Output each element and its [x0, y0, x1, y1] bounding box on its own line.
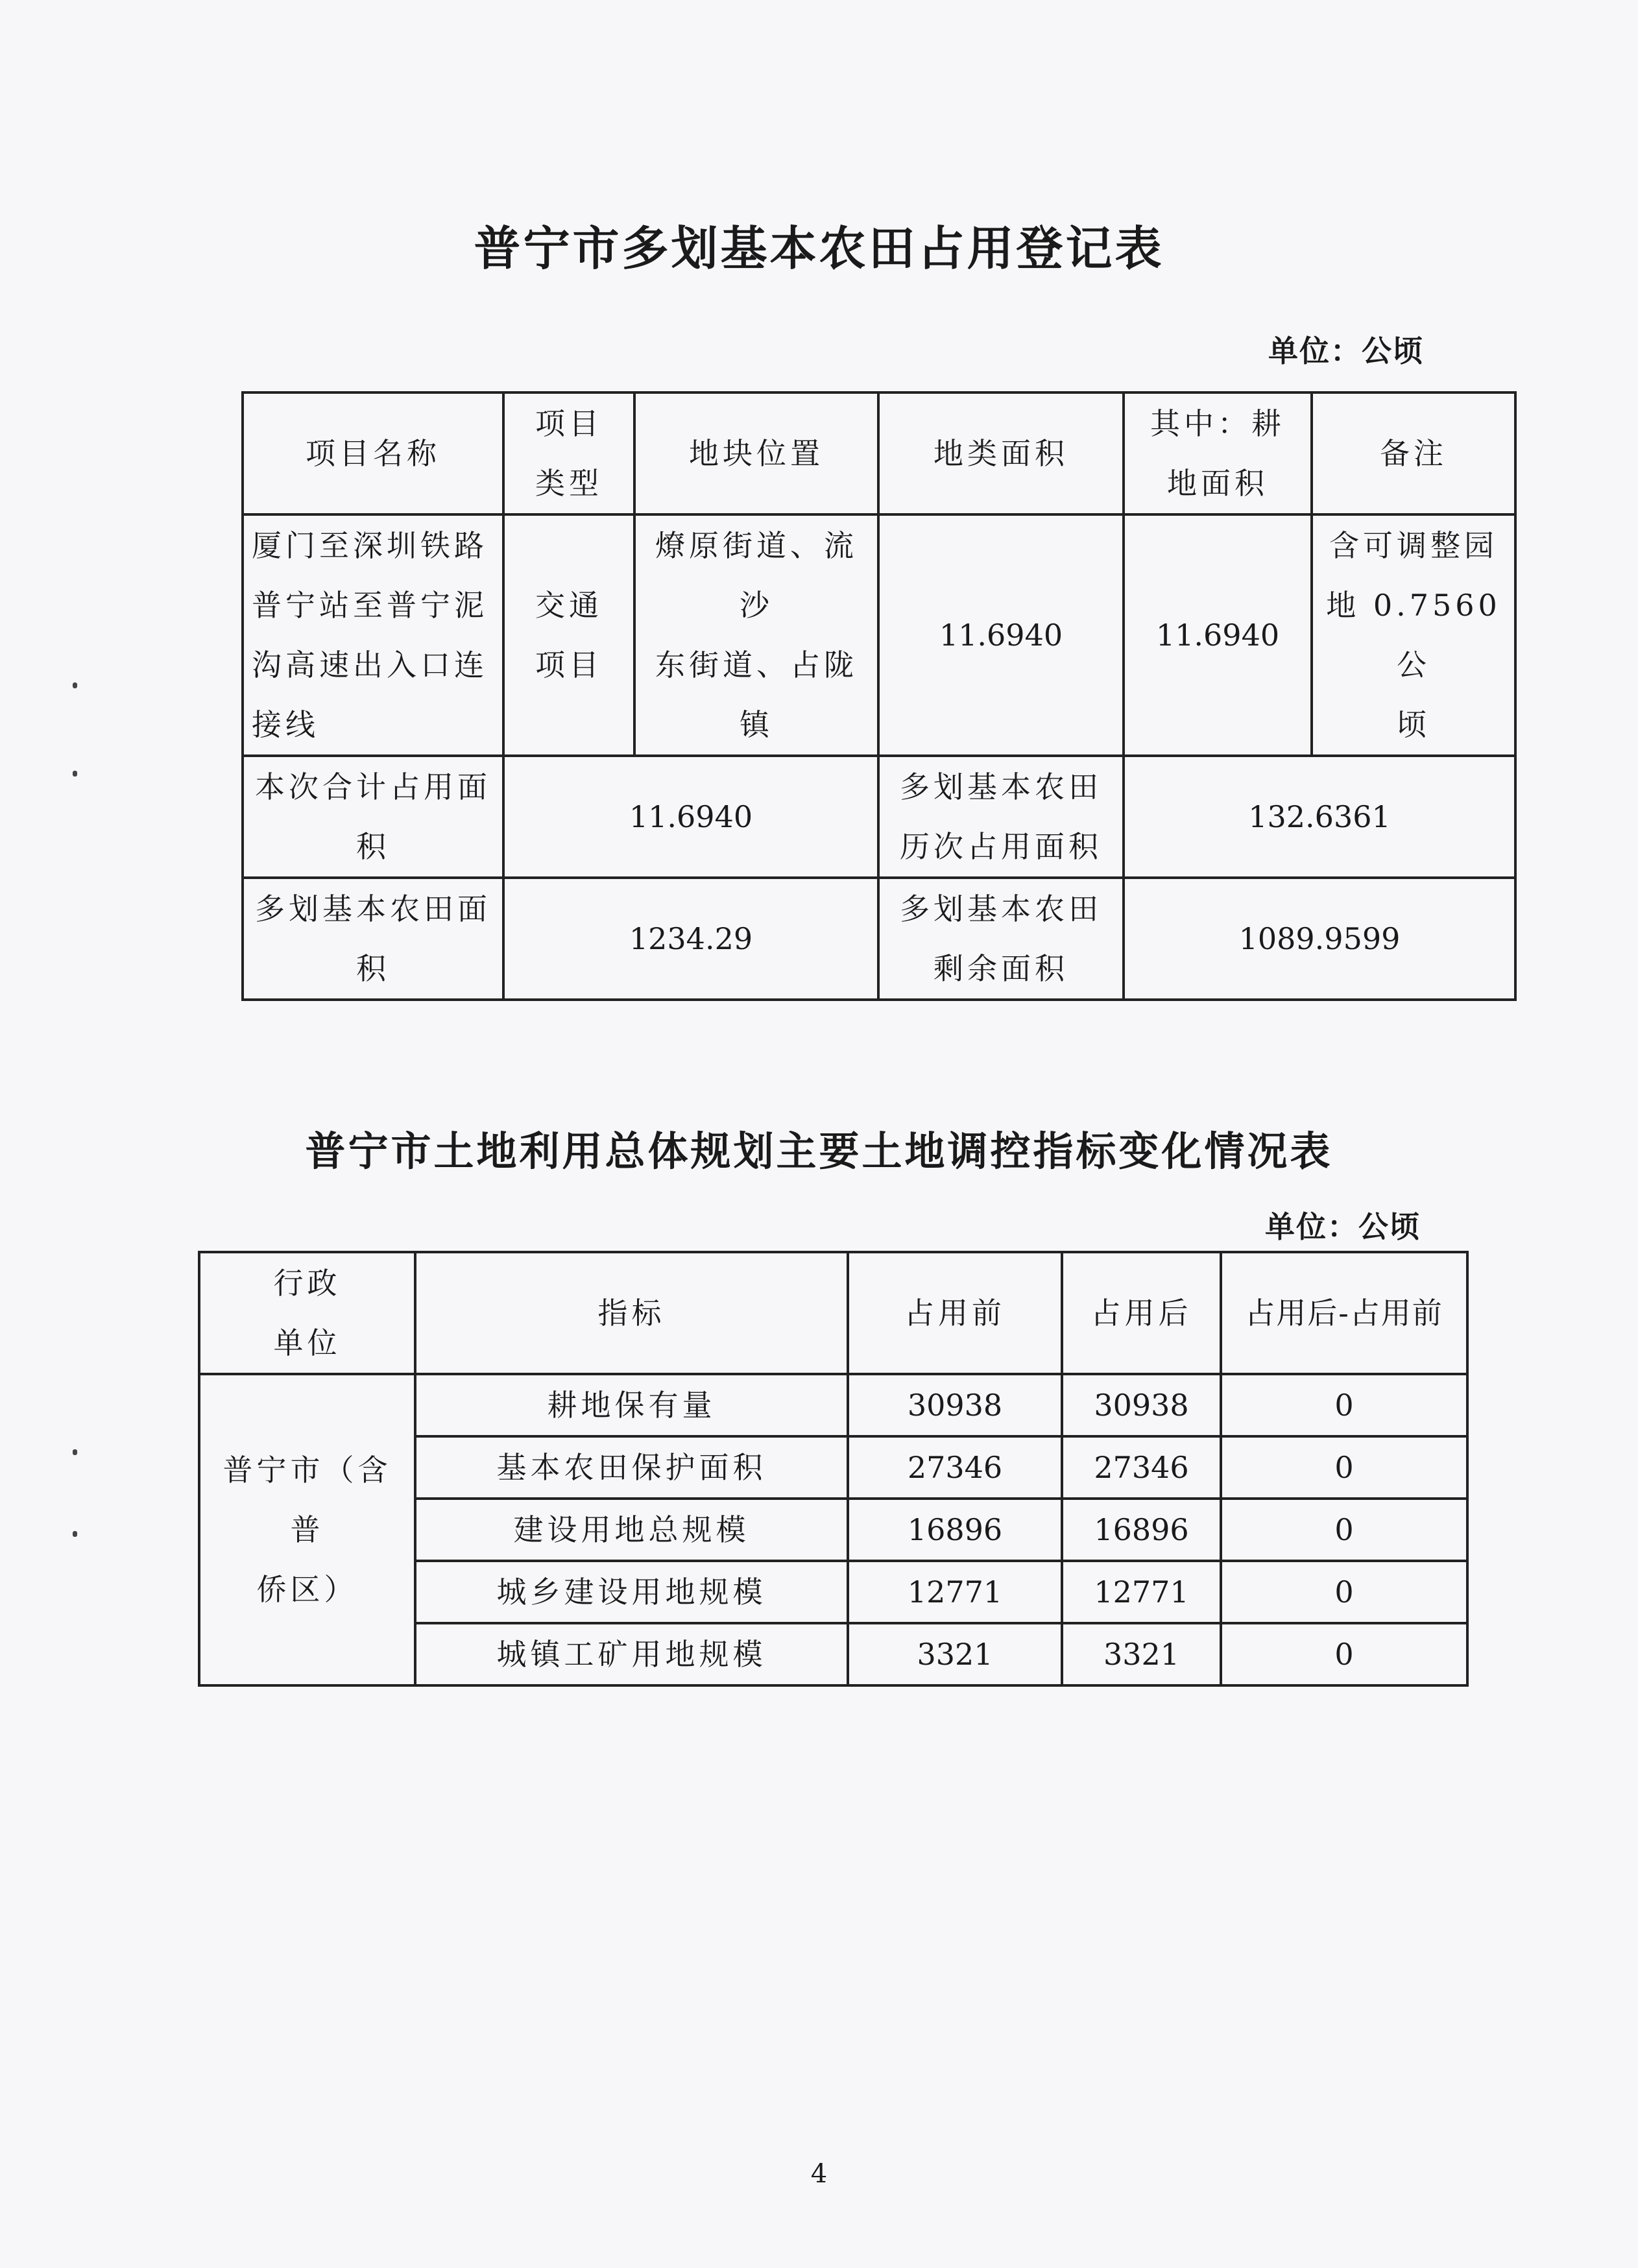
indicator-cell: 耕地保有量 [415, 1374, 848, 1436]
indicator-cell: 城乡建设用地规模 [415, 1561, 848, 1623]
land-indicator-table [198, 1251, 1469, 1687]
history-label-line: 历次占用面积 [900, 829, 1102, 864]
header-farmland-line: 地面积 [1167, 466, 1268, 501]
history-label-line: 多划基本农田 [900, 769, 1102, 804]
diff-cell: 0 [1221, 1374, 1467, 1436]
admin-unit-cell [199, 1374, 415, 1685]
before-cell: 27346 [848, 1436, 1062, 1499]
after-cell: 27346 [1062, 1436, 1221, 1499]
admin-unit-line: 普宁市（含普 [223, 1453, 392, 1547]
diff-cell: 0 [1221, 1623, 1467, 1685]
before-cell: 30938 [848, 1374, 1062, 1436]
scan-speck [73, 1449, 77, 1455]
indicator-cell: 建设用地总规模 [415, 1499, 848, 1561]
table1-total-row [243, 756, 1515, 878]
page-number: 4 [810, 2159, 828, 2189]
this-total-label-line: 积 [356, 829, 390, 864]
table2-header-row [199, 1252, 1467, 1374]
project-type-line: 交通 [535, 588, 603, 623]
indicator-cell: 基本农田保护面积 [415, 1436, 848, 1499]
after-cell: 12771 [1062, 1561, 1221, 1623]
header-project-type-line: 类型 [535, 466, 603, 501]
diff-cell: 0 [1221, 1499, 1467, 1561]
after-cell: 30938 [1062, 1374, 1221, 1436]
location-line: 燎原街道、流沙 [655, 528, 858, 623]
before-cell: 3321 [848, 1623, 1062, 1685]
table1-header-row [243, 392, 1515, 514]
basic-area-label [243, 878, 503, 1000]
header-project-type [503, 392, 634, 514]
header-project-name: 项目名称 [243, 392, 503, 514]
after-cell: 3321 [1062, 1623, 1221, 1685]
remaining-label [878, 878, 1124, 1000]
header-admin-line: 行政 [273, 1266, 341, 1301]
indicator-cell: 城镇工矿用地规模 [415, 1623, 848, 1685]
diff-cell: 0 [1221, 1436, 1467, 1499]
table2-title: 普宁市土地利用总体规划主要土地调控指标变化情况表 [305, 1128, 1333, 1175]
table1-title: 普宁市多划基本农田占用登记表 [474, 221, 1164, 276]
remaining-value: 1089.9599 [1124, 878, 1515, 1000]
admin-unit-line: 侨区） [256, 1572, 358, 1607]
header-after: 占用后 [1062, 1252, 1221, 1374]
project-type-cell [503, 514, 634, 756]
table1-data-row [243, 514, 1515, 756]
this-total-label [243, 756, 503, 878]
header-diff: 占用后-占用前 [1221, 1252, 1467, 1374]
area-cell: 11.6940 [878, 514, 1124, 756]
header-farmland-line: 其中：耕 [1150, 406, 1285, 441]
project-name-cell [243, 514, 503, 756]
project-type-line: 项目 [535, 647, 603, 682]
table1-area-row [243, 878, 1515, 1000]
farmland-area-cell: 11.6940 [1124, 514, 1312, 756]
header-remark: 备注 [1312, 392, 1515, 514]
header-location: 地块位置 [634, 392, 878, 514]
farmland-occupation-table [241, 391, 1517, 1001]
history-label [878, 756, 1124, 878]
remark-line: 地 0.7560 公 [1326, 588, 1501, 682]
remaining-label-line: 剩余面积 [933, 951, 1068, 986]
table-row [199, 1374, 1467, 1436]
remark-cell [1312, 514, 1515, 756]
header-area: 地类面积 [878, 392, 1124, 514]
scan-speck [73, 682, 77, 688]
project-name-line: 普宁站至普宁泥 [252, 588, 488, 623]
header-farmland-area [1124, 392, 1312, 514]
remark-line: 含可调整园 [1329, 528, 1498, 563]
scan-speck [73, 1531, 77, 1537]
this-total-value: 11.6940 [503, 756, 878, 878]
before-cell: 16896 [848, 1499, 1062, 1561]
scan-speck [73, 771, 77, 777]
header-admin-unit [199, 1252, 415, 1374]
diff-cell: 0 [1221, 1561, 1467, 1623]
this-total-label-line: 本次合计占用面 [255, 769, 491, 804]
header-admin-line: 单位 [273, 1325, 341, 1360]
project-name-line: 沟高速出入口连 [252, 647, 488, 682]
after-cell: 16896 [1062, 1499, 1221, 1561]
before-cell: 12771 [848, 1561, 1062, 1623]
basic-area-value: 1234.29 [503, 878, 878, 1000]
location-line: 东街道、占陇镇 [655, 647, 858, 742]
basic-area-label-line: 积 [356, 951, 390, 986]
location-cell [634, 514, 878, 756]
header-project-type-line: 项目 [535, 406, 603, 441]
project-name-line: 厦门至深圳铁路 [252, 528, 488, 563]
remaining-label-line: 多划基本农田 [900, 891, 1102, 926]
table2-unit: 单位：公顷 [1265, 1209, 1421, 1244]
project-name-line: 接线 [252, 707, 319, 742]
history-value: 132.6361 [1124, 756, 1515, 878]
basic-area-label-line: 多划基本农田面 [255, 891, 491, 926]
table1-unit: 单位：公顷 [1268, 333, 1424, 368]
remark-line: 顷 [1397, 707, 1430, 742]
header-before: 占用前 [848, 1252, 1062, 1374]
header-indicator: 指标 [415, 1252, 848, 1374]
